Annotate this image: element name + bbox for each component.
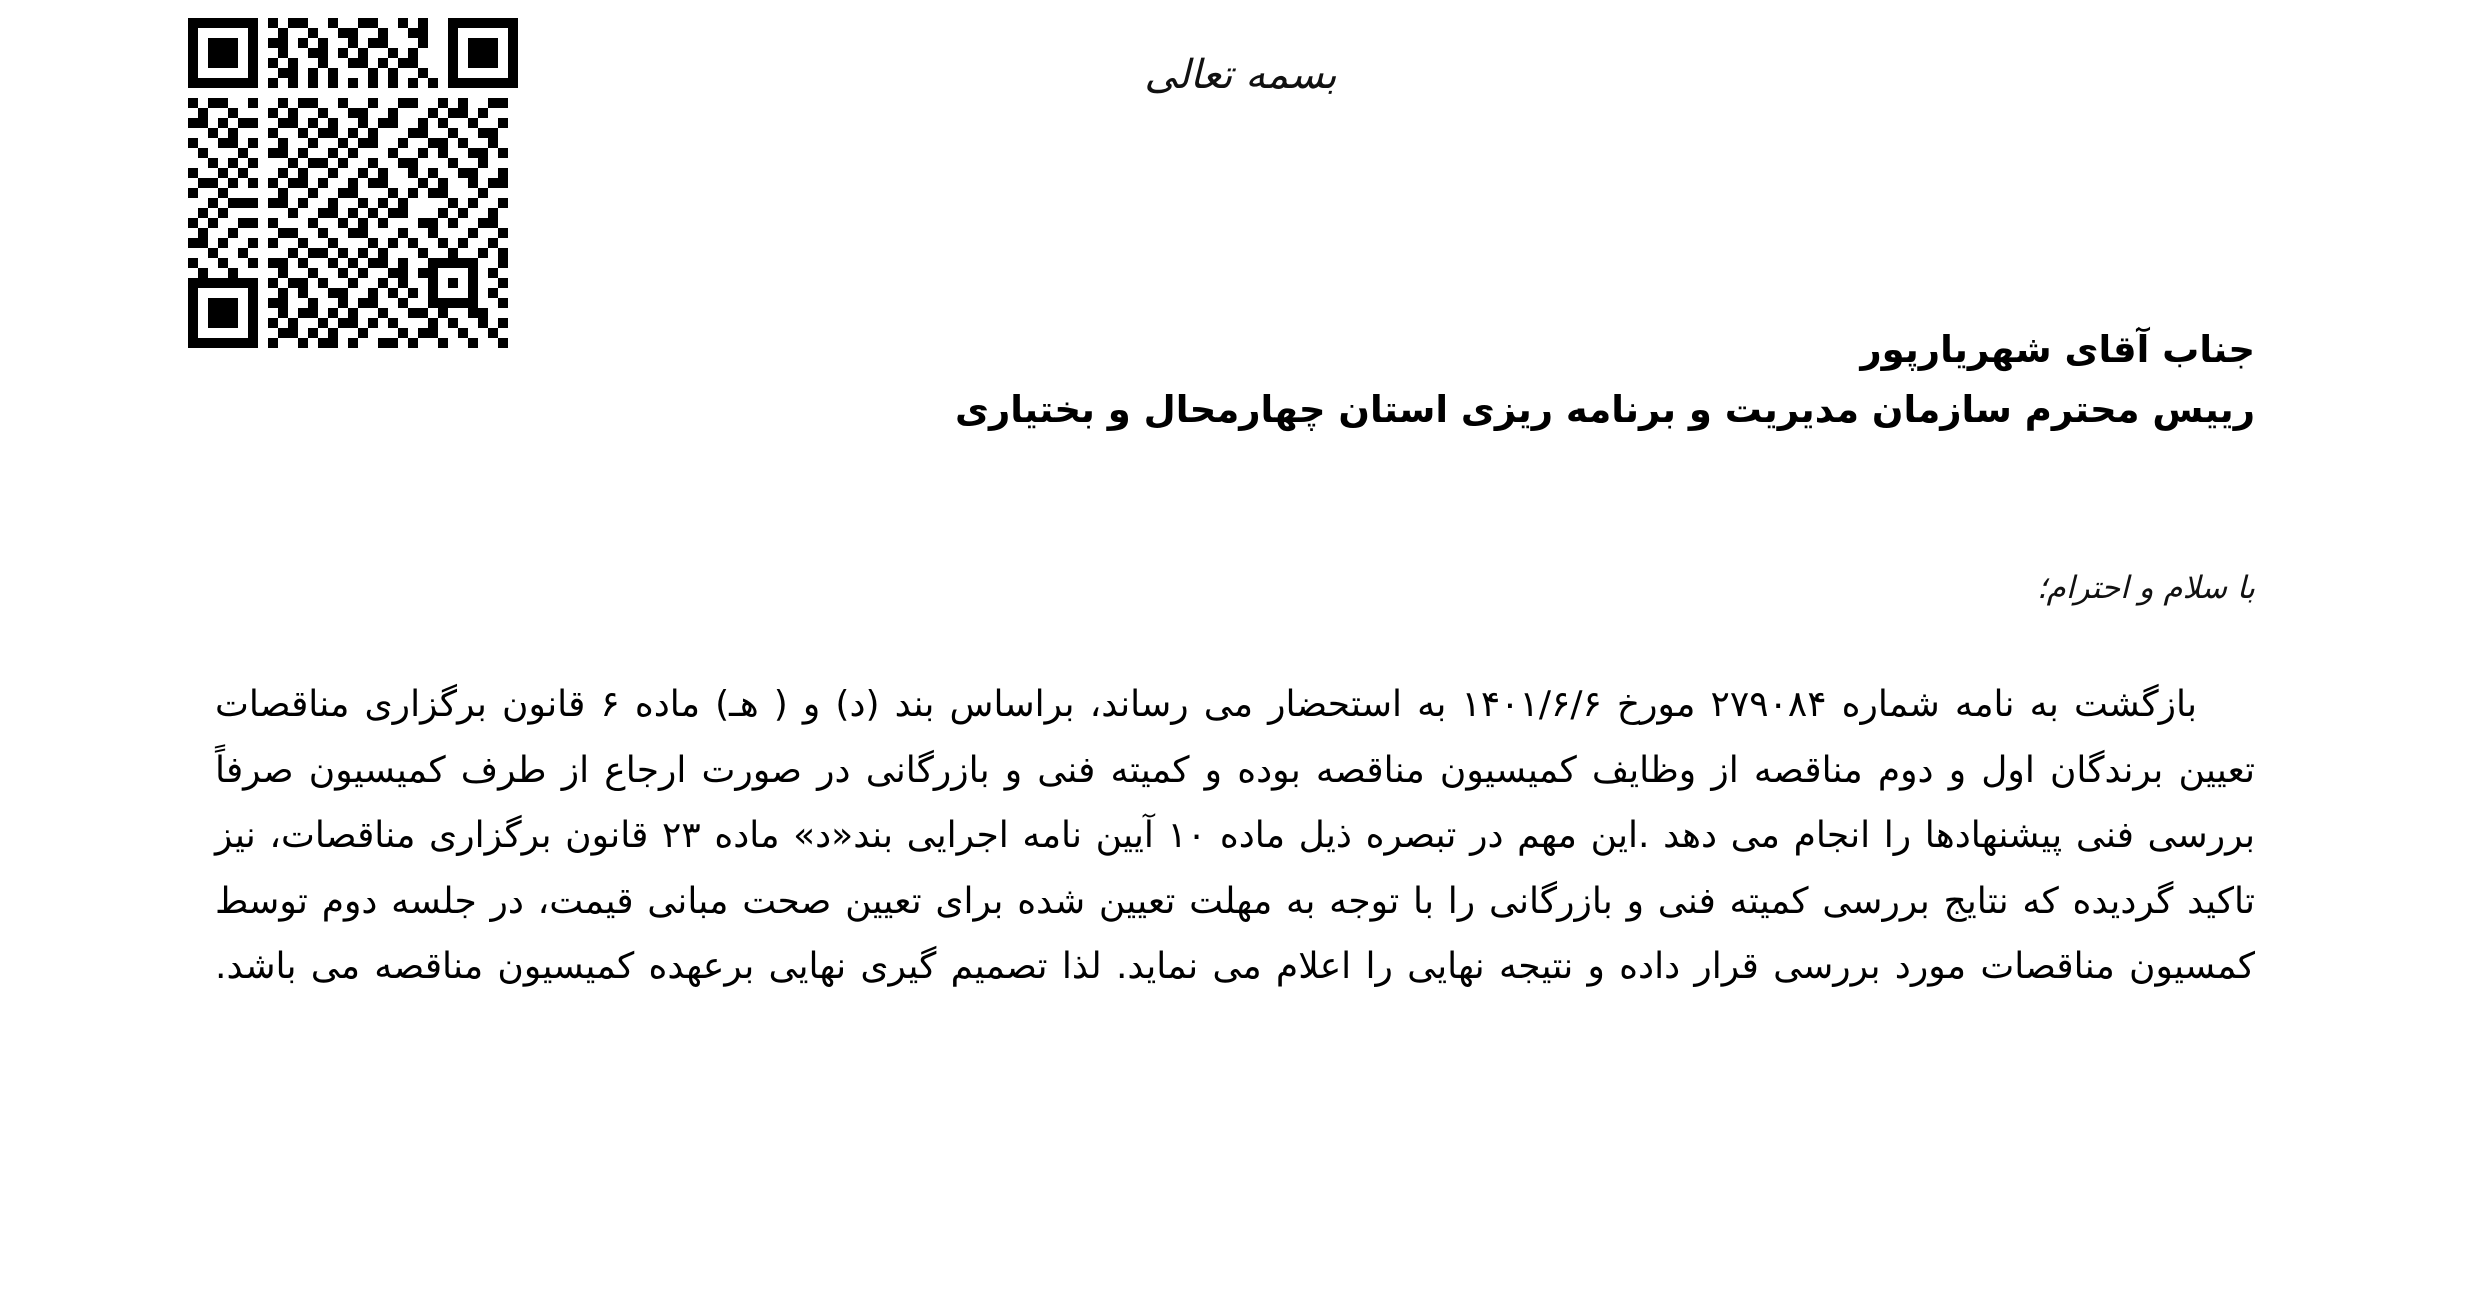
letter-body: بازگشت به نامه شماره ۲۷۹۰۸۴ مورخ ۱۴۰۱/۶/۶ به استحضار می رساند، براساس بند (د) و ( هـ) ماده ۶ قانون برگزاری مناقصات تعیین برندگان اول و دوم مناقصه از وظایف کمیسیون مناقصه بوده و کمیته فنی و بازرگانی در صورت ارجاع از طرف کمیسیون صرفاً بررسی فنی پیشنهادها را انجام می دهد .این مهم در تبصره ذیل ماده ۱۰ آیین نامه اجرایی بند«د» ماده ۲۳ قانون برگزاری مناقصات، نیز تاکید گردیده که نتایج بررسی کمیته فنی و بازرگانی را با توجه به مهلت تعیین شده برای تعیین صحت مبانی قیمت، در جلسه دوم توسط کمسیون مناقصات مورد بررسی قرار داده و نتیجه نهایی را اعلام می نماید. لذا تصمیم گیری نهایی برعهده کمیسیون مناقصه می باشد. [215,684,2255,988]
greeting-line: با سلام و احترام؛ [2036,570,2255,606]
addressee-name: جناب آقای شهریارپور [1860,328,2255,371]
addressee-title: رییس محترم سازمان مدیریت و برنامه ریزی استان چهارمحال و بختیاری [955,387,2255,431]
addressee-block [215,320,2255,440]
basmala-heading: بسمه تعالی [1144,52,1337,98]
